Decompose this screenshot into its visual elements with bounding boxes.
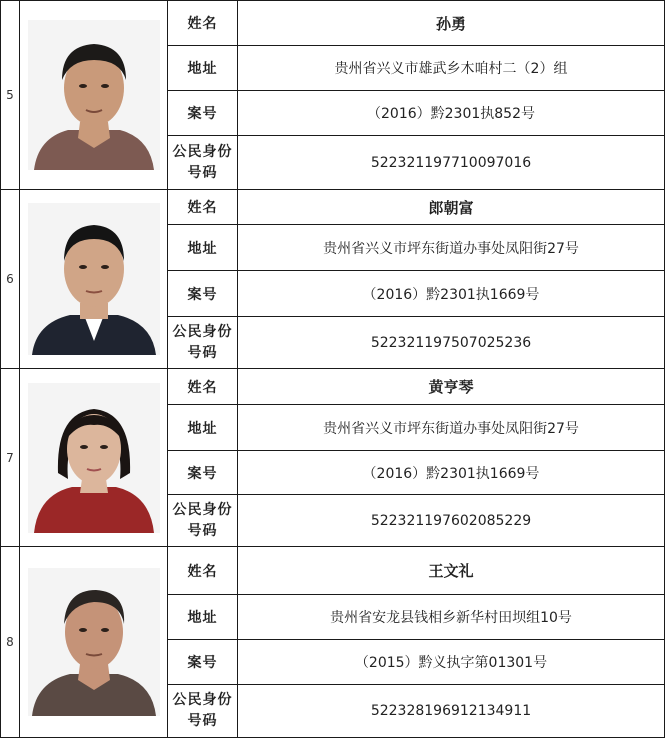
case-label: 案号 (168, 451, 238, 495)
person-name: 王文礼 (238, 547, 665, 595)
record-index: 5 (1, 1, 20, 190)
address-label: 地址 (168, 405, 238, 451)
record-7-name-row (1, 369, 665, 405)
record-index: 7 (1, 369, 20, 547)
id-label-line1: 公民身份 (172, 692, 233, 708)
id-label-line1: 公民身份 (172, 501, 233, 518)
portrait-photo (28, 20, 160, 170)
id-label-line2: 号码 (187, 713, 218, 729)
person-name: 郎朝富 (238, 190, 665, 225)
record-photo (20, 190, 168, 369)
case-number: （2016）黔2301执1669号 (238, 451, 665, 495)
person-address: 贵州省安龙县钱相乡新华村田坝组10号 (238, 595, 665, 640)
id-number-label (168, 685, 238, 738)
record-5-name-row (1, 1, 665, 46)
case-label: 案号 (168, 91, 238, 136)
id-number: 522328196912134911 (238, 685, 665, 738)
record-index: 6 (1, 190, 20, 369)
record-photo (20, 1, 168, 190)
case-number: （2015）黔义执字第01301号 (238, 640, 665, 685)
portrait-photo (28, 383, 160, 533)
person-address: 贵州省兴义市坪东街道办事处凤阳街27号 (238, 405, 665, 451)
name-label: 姓名 (168, 369, 238, 405)
id-label-line2: 号码 (187, 164, 218, 181)
id-label-line1: 公民身份 (172, 323, 233, 340)
record-index: 8 (1, 547, 20, 738)
record-photo (20, 369, 168, 547)
case-label: 案号 (168, 271, 238, 317)
name-label: 姓名 (168, 190, 238, 225)
id-number: 522321197602085229 (238, 495, 665, 547)
name-label: 姓名 (168, 547, 238, 595)
id-label-line2: 号码 (187, 522, 218, 539)
address-label: 地址 (168, 225, 238, 271)
record-6-name-row (1, 190, 665, 225)
name-label: 姓名 (168, 1, 238, 46)
record-8-name-row (1, 547, 665, 595)
id-number: 522321197710097016 (238, 136, 665, 190)
case-label: 案号 (168, 640, 238, 685)
case-number: （2016）黔2301执1669号 (238, 271, 665, 317)
portrait-photo (28, 568, 160, 716)
id-number-label (168, 317, 238, 369)
record-photo (20, 547, 168, 738)
id-number-label (168, 495, 238, 547)
person-address: 贵州省兴义市雄武乡木咱村二（2）组 (238, 46, 665, 91)
person-address: 贵州省兴义市坪东街道办事处凤阳街27号 (238, 225, 665, 271)
id-number-label (168, 136, 238, 190)
address-label: 地址 (168, 46, 238, 91)
id-label-line1: 公民身份 (172, 143, 233, 160)
person-name: 孙勇 (238, 1, 665, 46)
case-number: （2016）黔2301执852号 (238, 91, 665, 136)
id-label-line2: 号码 (187, 344, 218, 361)
portrait-photo (28, 203, 160, 355)
id-number: 522321197507025236 (238, 317, 665, 369)
address-label: 地址 (168, 595, 238, 640)
person-name: 黄亨琴 (238, 369, 665, 405)
